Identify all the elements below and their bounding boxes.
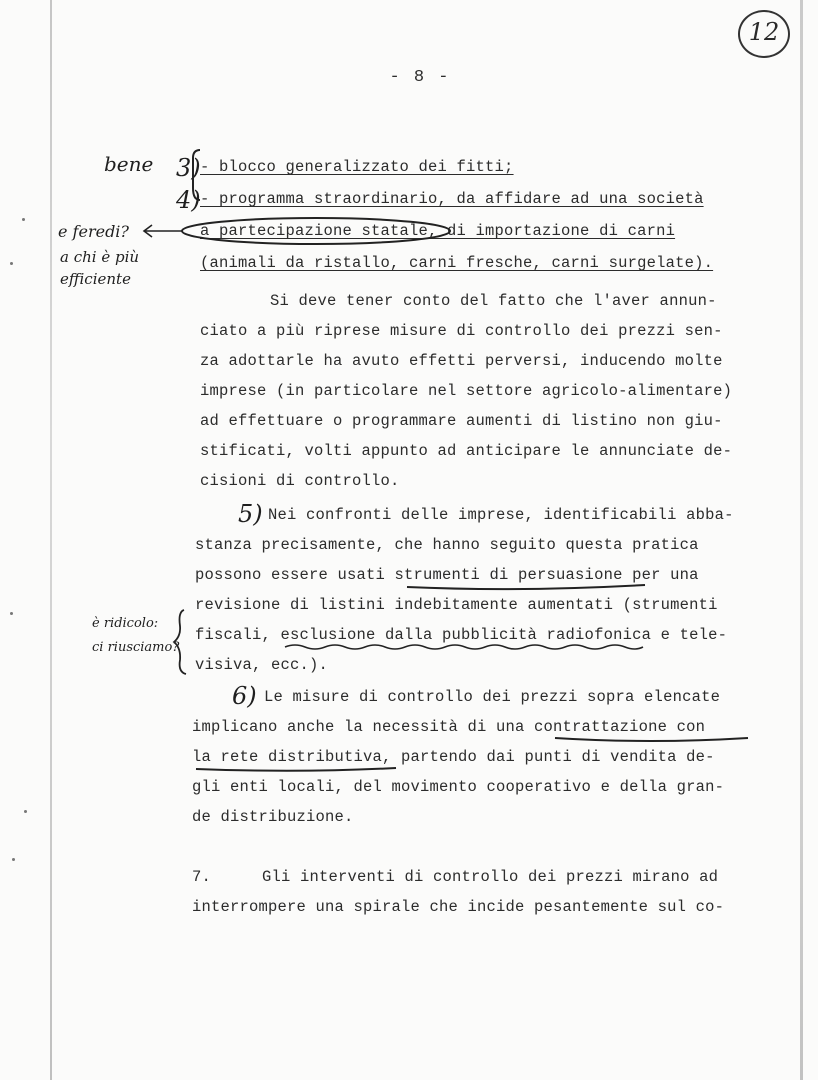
arrow-mark [144, 225, 182, 237]
p4-line-2: interrompere una spirale che incide pesantemente sul co- [192, 898, 725, 916]
p2-line-6: visiva, ecc.). [195, 656, 329, 674]
p3-line-3: la rete distributiva, partendo dai punti di vendita de- [192, 748, 715, 766]
margin-note-ridicolo: è ridicolo: [92, 616, 159, 631]
speck-mark [24, 810, 27, 813]
margin-note-e-feredi: e feredi? [58, 222, 129, 241]
wavy-underline-pubblicita [285, 645, 643, 649]
speck-mark [12, 858, 15, 861]
p3-line-4: gli enti locali, del movimento cooperativo e della gran- [192, 778, 725, 796]
speck-mark [10, 612, 13, 615]
underline-persuasione [407, 585, 645, 589]
p1-line-4: imprese (in particolare nel settore agricolo-alimentare) [200, 382, 733, 400]
page-left-edge [50, 0, 52, 1080]
list-item-4-line-1: - programma straordinario, da affidare ad una società [200, 190, 704, 208]
p1-line-1: Si deve tener conto del fatto che l'aver annun- [270, 292, 717, 310]
p2-line-4: revisione di listini indebitamente aumentati (strumenti [195, 596, 718, 614]
page-right-edge [800, 0, 803, 1080]
p1-line-7: cisioni di controllo. [200, 472, 400, 490]
p2-handwritten-number: 5) [238, 500, 263, 528]
p1-line-5: ad effettuare o programmare aumenti di listino non giu- [200, 412, 723, 430]
list-item-3-text: - blocco generalizzato dei fitti; [200, 158, 514, 176]
p2-line-3: possono essere usati strumenti di persuasione per una [195, 566, 699, 584]
list-item-4-line-3: (animali da ristallo, carni fresche, carni surgelate). [200, 254, 714, 272]
p3-line-5: de distribuzione. [192, 808, 354, 826]
p4-line-1: Gli interventi di controllo dei prezzi mirano ad [262, 868, 719, 886]
p4-number: 7. [192, 868, 212, 886]
p3-handwritten-number: 6) [232, 682, 257, 710]
p2-line-5: fiscali, esclusione dalla pubblicità radiofonica e tele- [195, 626, 728, 644]
handwritten-page-number: 12 [748, 18, 780, 46]
p1-line-6: stificati, volti appunto ad anticipare le annunciate de- [200, 442, 733, 460]
margin-number-3: 3) [176, 154, 201, 182]
list-item-4-line-2: a partecipazione statale, di importazione di carni [200, 222, 676, 240]
margin-note-efficiente: efficiente [60, 270, 131, 288]
margin-note-bene: bene [104, 152, 154, 176]
margin-number-4: 4) [176, 186, 201, 214]
page-header: - 8 - [389, 68, 451, 87]
p2-line-1: Nei confronti delle imprese, identificabili abba- [268, 506, 734, 524]
speck-mark [22, 218, 25, 221]
p2-line-2: stanza precisamente, che hanno seguito questa pratica [195, 536, 699, 554]
margin-note-a-chi: a chi è più [60, 248, 140, 266]
underline-contrattazione [555, 738, 748, 741]
p3-line-2: implicano anche la necessità di una contrattazione con [192, 718, 706, 736]
p1-line-2: ciato a più riprese misure di controllo dei prezzi sen- [200, 322, 723, 340]
speck-mark [10, 262, 13, 265]
underline-rete-distributiva [196, 768, 396, 771]
margin-note-riusciamo: ci riusciamo? [92, 640, 180, 655]
p3-line-1: Le misure di controllo dei prezzi sopra elencate [264, 688, 721, 706]
p1-line-3: za adottarle ha avuto effetti perversi, inducendo molte [200, 352, 723, 370]
